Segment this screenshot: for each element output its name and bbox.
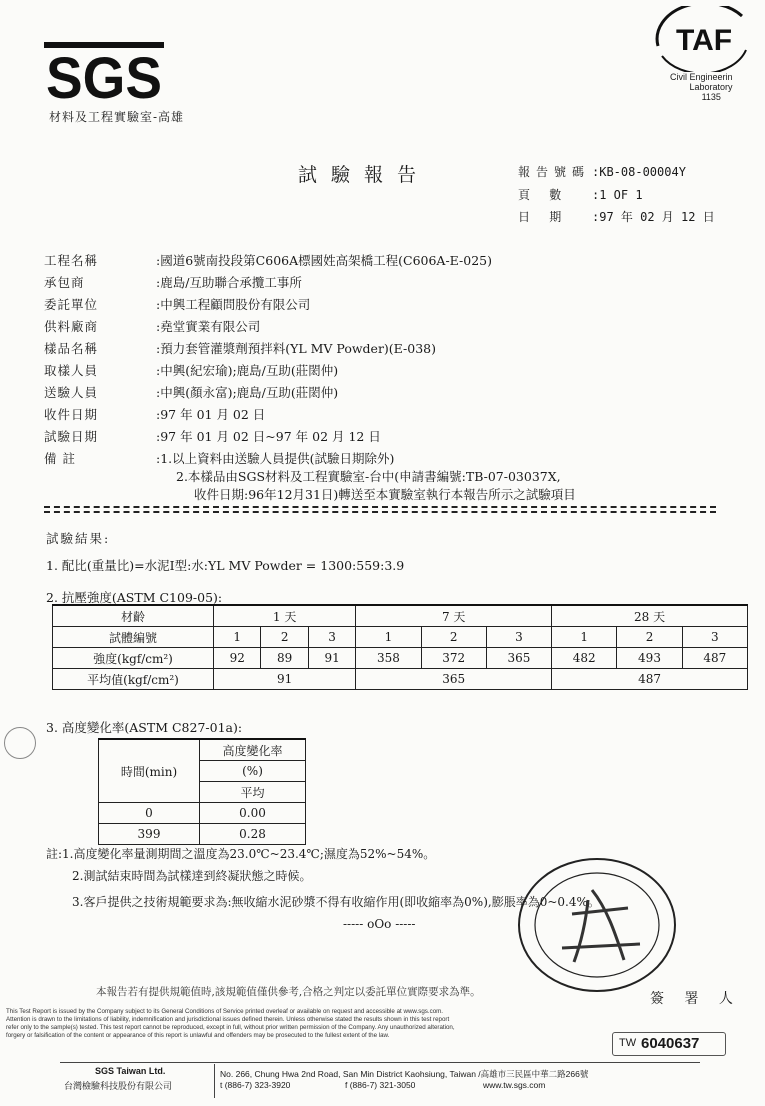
info-value: 鹿島/互助聯合承攬工事所: [160, 275, 302, 290]
remarks-line2: 2.本樣品由SGS材料及工程實驗室-台中(申請書編號:TB-07-03037X,: [176, 469, 561, 484]
table-row: [99, 739, 306, 761]
info-value: 中興工程顧問股份有限公司: [160, 297, 311, 312]
table-cell: 482: [552, 648, 617, 669]
remarks-label: 備 註: [44, 451, 76, 466]
company-name-cn: 台灣檢驗科技股份有限公司: [64, 1082, 173, 1092]
results-heading: 試驗結果:: [46, 531, 111, 546]
divider: [44, 506, 716, 508]
info-row-client: 委託單位 :中興工程顧問股份有限公司: [44, 297, 311, 312]
info-row-received: 收件日期 :97 年 01 月 02 日: [44, 407, 266, 422]
table-cell: 1: [356, 627, 421, 648]
divider: [44, 511, 716, 513]
table-cell: 372: [421, 648, 486, 669]
fine-print: [6, 1008, 455, 1040]
unit-label: (%): [200, 761, 306, 782]
info-value: 97 年 01 月 02 日: [160, 407, 266, 422]
table-cell: 92: [214, 648, 261, 669]
info-value: 國道6號南投段第C606A標國姓高架橋工程(C606A-E-025): [160, 253, 492, 268]
strength-label: 強度(kgf/cm²): [53, 648, 214, 669]
mix-ratio: 1. 配比(重量比)=水泥I型:水:YL MV Powder = 1300:559:3.9: [46, 558, 405, 573]
table-cell: 91: [308, 648, 355, 669]
company-address: No. 266, Chung Hwa 2nd Road, San Min District Kaohsiung, Taiwan /高雄市三民區中華二路266號: [220, 1069, 589, 1079]
info-row-sample: 樣品名稱 :預力套管灌漿劑預拌料(YL MV Powder)(E-038): [44, 341, 436, 356]
table-cell: 1: [214, 627, 261, 648]
taf-accreditation: [670, 72, 733, 102]
info-row-supplier: 供料廠商 :堯堂實業有限公司: [44, 319, 261, 334]
table-cell: 487: [682, 648, 747, 669]
table-cell: 0.28: [200, 824, 306, 845]
serial-box: [612, 1032, 726, 1056]
company-website: www.tw.sgs.com: [483, 1080, 546, 1090]
info-row-contractor: 承包商 :鹿島/互助聯合承攬工事所: [44, 275, 302, 290]
info-row-project: 工程名稱 :國道6號南投段第C606A標國姓高架橋工程(C606A-E-025): [44, 253, 492, 268]
fine-print-line: forgery or falsification of the content or appearance of this report is unlawful and offenders may be prosecuted to the fullest extent of the law.: [6, 1032, 390, 1039]
info-label: 委託單位: [44, 297, 99, 312]
report-date-row: 日 期 :97 年 02 月 12 日: [518, 210, 715, 224]
table-cell: 91: [214, 669, 356, 690]
info-value: 堯堂實業有限公司: [160, 319, 261, 334]
company-stamp: [512, 850, 682, 1000]
info-value: 97 年 01 月 02 日~97 年 02 月 12 日: [160, 429, 381, 444]
signature-label: 簽 署 人: [650, 991, 741, 1007]
report-number-label: 報告號碼: [518, 165, 591, 179]
age-7day: 7 天: [356, 605, 552, 627]
table-row: [53, 627, 748, 648]
table-cell: 1: [552, 627, 617, 648]
table-cell: 0.00: [200, 803, 306, 824]
remarks-line1: 1.以上資料由送驗人員提供(試驗日期除外): [160, 451, 395, 466]
table-cell: 89: [261, 648, 308, 669]
page-count: 1 OF 1: [599, 188, 643, 202]
info-label: 收件日期: [44, 407, 99, 422]
footer-separator: [214, 1064, 215, 1098]
fine-print-line: Attention is drawn to the limitations of liability, indemnification and jurisdictional issues defined therein. Unless otherwise stated the results shown in this test report: [6, 1016, 450, 1023]
table-row: [53, 605, 748, 627]
average-label: 平均值(kgf/cm²): [53, 669, 214, 690]
id-label: 試體編號: [53, 627, 214, 648]
table-row: [99, 824, 306, 845]
info-label: 試驗日期: [44, 429, 99, 444]
info-value: 中興(顏永富);鹿島/互助(莊閎仲): [160, 385, 339, 400]
taf-line3: 1135: [701, 92, 721, 102]
logo-text: SGS: [46, 46, 162, 104]
info-label: 工程名稱: [44, 253, 99, 268]
rate-label: 高度變化率: [200, 739, 306, 761]
info-row-remarks: 備 註 :1.以上資料由送驗人員提供(試驗日期除外): [44, 451, 395, 466]
table-row: [53, 669, 748, 690]
footer-divider: [60, 1062, 700, 1063]
serial-number: 6040637: [641, 1035, 700, 1052]
taf-line1: Civil Engineerin: [670, 72, 733, 82]
taf-line2: Laboratory: [689, 82, 733, 92]
fine-print-line: This Test Report is issued by the Company subject to its General Conditions of Service printed overleaf or available on request and accessible at www.sgs.com.: [6, 1008, 444, 1015]
table-cell: 2: [261, 627, 308, 648]
height-change-table: [98, 738, 306, 845]
info-label: 供料廠商: [44, 319, 99, 334]
table-cell: 3: [682, 627, 747, 648]
compressive-strength-title: 2. 抗壓強度(ASTM C109-05):: [46, 590, 223, 605]
info-label: 樣品名稱: [44, 341, 99, 356]
compressive-strength-table: [52, 604, 748, 690]
table-cell: 3: [308, 627, 355, 648]
company-phone: t (886-7) 323-3920: [220, 1080, 291, 1090]
info-row-submitter: 送驗人員 :中興(顏永富);鹿島/互助(莊閎仲): [44, 385, 339, 400]
age-28day: 28 天: [552, 605, 748, 627]
report-title: 試驗報告: [298, 164, 431, 186]
table-cell: 3: [486, 627, 551, 648]
info-row-sampler: 取樣人員 :中興(紀宏瑜);鹿島/互助(莊閎仲): [44, 363, 339, 378]
table-row: [99, 803, 306, 824]
time-label: 時間(min): [99, 739, 200, 803]
remarks-line3: 收件日期:96年12月31日)轉送至本實驗室執行本報告所示之試驗項目: [194, 487, 576, 502]
table-cell: 365: [486, 648, 551, 669]
note-2: 2.測試結束時間為試樣達到終凝狀態之時候。: [72, 869, 312, 883]
note-1: 註:1.高度變化率量測期間之溫度為23.0℃~23.4℃;濕度為52%~54%。: [46, 847, 436, 861]
table-row: [53, 648, 748, 669]
table-cell: 365: [356, 669, 552, 690]
table-cell: 493: [617, 648, 682, 669]
info-value: 中興(紀宏瑜);鹿島/互助(莊閎仲): [160, 363, 339, 378]
age-label: 材齡: [53, 605, 214, 627]
age-1day: 1 天: [214, 605, 356, 627]
punch-hole: [4, 727, 36, 759]
end-mark: ----- oOo -----: [343, 917, 416, 931]
table-cell: 2: [617, 627, 682, 648]
page-count-row: 頁 數 :1 OF 1: [518, 188, 643, 202]
report-number-row: 報告號碼 :KB-08-00004Y: [518, 165, 686, 179]
page-count-label: 頁 數: [518, 188, 568, 202]
table-cell: 399: [99, 824, 200, 845]
average-label: 平均: [200, 782, 306, 803]
report-number: KB-08-00004Y: [599, 165, 686, 179]
taf-logo: [650, 6, 750, 72]
info-value: 預力套管灌漿劑預拌料(YL MV Powder)(E-038): [160, 341, 436, 356]
disclaimer-cn: 本報告若有提供規範值時,該規範值僅供參考,合格之判定以委託單位實際要求為準。: [96, 986, 481, 998]
info-label: 取樣人員: [44, 363, 99, 378]
info-label: 承包商: [44, 275, 85, 290]
serial-prefix: TW: [619, 1037, 637, 1049]
company-fax: f (886-7) 321-3050: [345, 1080, 416, 1090]
report-date: 97 年 02 月 12 日: [599, 210, 715, 224]
table-cell: 2: [421, 627, 486, 648]
sgs-logo: [44, 42, 164, 104]
lab-name: 材料及工程實驗室-高雄: [49, 110, 185, 124]
info-row-test-date: 試驗日期 :97 年 01 月 02 日~97 年 02 月 12 日: [44, 429, 381, 444]
height-change-title: 3. 高度變化率(ASTM C827-01a):: [46, 720, 243, 735]
table-cell: 358: [356, 648, 421, 669]
report-date-label: 日 期: [518, 210, 568, 224]
fine-print-line: refer only to the sample(s) tested. This test report cannot be reproduced, except in full, without prior written permission of the Company. Any unauthorized alteration,: [6, 1024, 455, 1031]
info-label: 送驗人員: [44, 385, 99, 400]
table-cell: 0: [99, 803, 200, 824]
taf-text: TAF: [676, 24, 733, 57]
company-name-en: SGS Taiwan Ltd.: [95, 1066, 166, 1076]
note-3: 3.客戶提供之技術規範要求為:無收縮水泥砂漿不得有收縮作用(即收縮率為0%),膨脹率為0~0.4%。: [72, 895, 600, 909]
table-cell: 487: [552, 669, 748, 690]
